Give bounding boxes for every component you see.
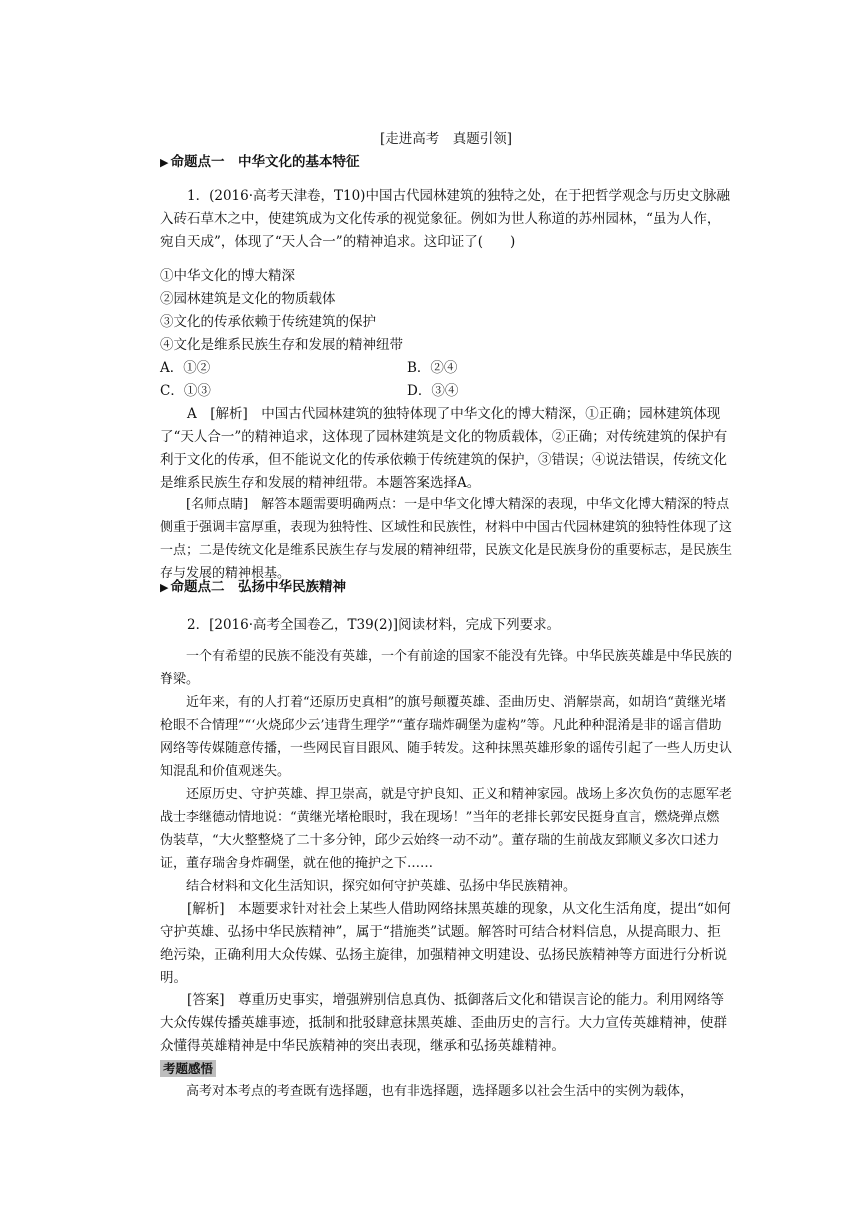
teacher-tip: [名师点睛] 解答本题需要明确两点：一是中华文化博大精深的表现，中华文化博大精深的特点侧重于强调丰富厚重，表现为独特性、区域性和民族性，材料中中国古代园林建筑的独特性体现了这一点；二是传统文化是维系民族生存与发展的精神纽带，民族文化是民族身份的重要标志，是民族生存与发展的精神根基。 [160, 497, 733, 581]
topic-heading-1-text: 命题点一 中华文化的基本特征 [170, 154, 360, 170]
question-1-item: ④文化是维系民族生存和发展的精神纽带 [160, 337, 403, 353]
material-paragraph-3: 还原历史、守护英雄、捍卫崇高，就是守护良知、正义和精神家园。战场上多次负伤的志愿军老战士李继德动情地说：“黄继光堵枪眼时，我在现场！”当年的老排长郭安民挺身直言，燃烧弹点燃伪装草，“大火整整烧了二十多分钟，邱少云始终一动不动”。董存瑞的生前战友郅顺义多次口述力证，董存瑞舍身炸碉堡，就在他的掩护之下…… [160, 787, 733, 871]
option-c: C．①③ [160, 383, 211, 399]
insight-tag: 考题感悟 [160, 1060, 216, 1077]
section-title: [走进高考 真题引领] [379, 131, 513, 147]
question-2-stem: 2．[2016·高考全国卷乙，T39(2)]阅读材料，完成下列要求。 [187, 617, 561, 633]
option-b: B．②④ [407, 360, 458, 376]
question-1-stem: 1．(2016·高考天津卷，T10)中国古代园林建筑的独特之处，在于把哲学观念与历史文脉融入砖石草木之中，使建筑成为文化传承的视觉象征。例如为世人称道的苏州园林，“虽为人作，宛自天成”，体现了“天人合一”的精神追求。这印证了( ) [160, 188, 730, 250]
material-paragraph-1: 一个有希望的民族不能没有英雄，一个有前途的国家不能没有先锋。中华民族英雄是中华民族的脊梁。 [160, 649, 733, 687]
question-1-analysis: A [解析] 中国古代园林建筑的独特体现了中华文化的博大精深，①正确；园林建筑体现了“天人合一”的精神追求，这体现了园林建筑是文化的物质载体，②正确；对传统建筑的保护有利于文化的传承，但不能说文化的传承依赖于传统建筑的保护，③错误；④说法错误，传统文化是维系民族生存和发展的精神纽带。本题答案选择A。 [160, 406, 728, 491]
insight-heading [160, 1057, 732, 1081]
question-1-item: ③文化的传承依赖于传统建筑的保护 [160, 314, 376, 330]
option-a: A．①② [160, 360, 211, 376]
question-2-answer: [答案] 尊重历史事实，增强辨别信息真伪、抵御落后文化和错误言论的能力。利用网络等大众传媒传播英雄事迹，抵制和批驳肆意抹黑英雄、歪曲历史的言行。大力宣传英雄精神，使群众懂得英雄精神是中华民族精神的突出表现，继承和弘扬英雄精神。 [160, 992, 727, 1054]
topic-heading-2 [160, 576, 732, 599]
play-triangle-icon: ▶ [160, 581, 169, 594]
material-paragraph-2: 近年来，有的人打着“还原历史真相”的旗号颠覆英雄、歪曲历史、消解崇高，如胡诌“黄继光堵枪眼不合情理”“‘火烧邱少云’违背生理学”“董存瑞炸碉堡为虚构”等。凡此种种混淆是非的谣言借助网络等传媒随意传播，一些网民盲目跟风、随手转发。这种抹黑英雄形象的谣传引起了一些人历史认知混乱和价值观迷失。 [160, 695, 733, 779]
insight-text: 高考对本考点的考查既有选择题，也有非选择题，选择题多以社会生活中的实例为载体， [186, 1084, 694, 1099]
topic-heading-1 [160, 151, 732, 174]
topic-heading-2-text: 命题点二 弘扬中华民族精神 [170, 579, 346, 595]
play-triangle-icon: ▶ [160, 156, 169, 169]
option-d: D．③④ [407, 383, 459, 399]
question-1-item: ②园林建筑是文化的物质载体 [160, 291, 336, 307]
question-1-item: ①中华文化的博大精深 [160, 268, 295, 284]
question-2-analysis: [解析] 本题要求针对社会上某些人借助网络抹黑英雄的现象，从文化生活角度，提出“如何守护英雄、弘扬中华民族精神”，属于“措施类”试题。解答时可结合材料信息，从提高眼力、拒绝污染，正确利用大众传媒、弘扬主旋律，加强精神文明建设、弘扬民族精神等方面进行分析说明。 [160, 901, 731, 986]
question-2-ask: 结合材料和文化生活知识，探究如何守护英雄、弘扬中华民族精神。 [186, 879, 577, 894]
